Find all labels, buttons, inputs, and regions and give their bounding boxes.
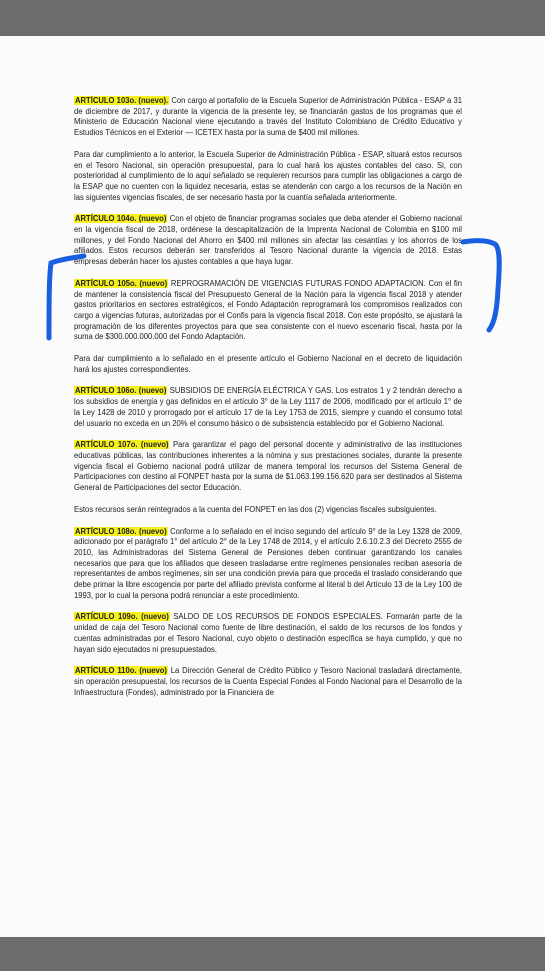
article-108: [74, 527, 462, 602]
article-text: Para dar cumplimiento a lo anterior, la Escuela Superior de Administración Pública - ESAP, situará estos recursos en el Tesoro Nacional, sin operación presupuestal, para lo cual hará los ajustes contables del caso. Si, con posterioridad al cumplimiento de lo aquí señalado se requieren recursos para cumplir las obligaciones a cargo de la ESAP que no cuenten con la liquidez necesaria, estas se atenderán con cargo a los recursos de la Nación en las siguientes vigencias fiscales, de ser necesario hasta por la cuantía señalada anteriormente.: [74, 149, 462, 202]
article-105: [74, 279, 462, 343]
article-text: REPROGRAMACIÓN DE VIGENCIAS FUTURAS FONDO ADAPTACION. Con el fin de mantener la consistencia fiscal del Presupuesto General de la Nación para la vigencia fiscal 2018 y atender gastos prioritarios en sectores estratégicos, el Fondo Adaptación reprogramará los compromisos realizados con cargo a vigencias futuras, autorizadas por el Confis para la vigencia fiscal 2018. Con este propósito, se ajustará la programación de los diferentes proyectos para que sea consistente con el nuevo escenario fiscal, hasta por la suma de $300.000.000.000 del Fondo Adaptación.: [74, 278, 463, 342]
pen-bracket-right-mark: [455, 234, 510, 339]
article-text: Estos recursos serán reintegrados a la cuenta del FONPET en las dos (2) vigencias fiscales subsiguientes.: [74, 504, 437, 514]
article-heading: ARTÍCULO 107o. (nuevo): [74, 440, 169, 450]
article-103: [74, 96, 462, 139]
viewer-bottom-bar: [0, 937, 545, 971]
article-heading: ARTÍCULO 103o. (nuevo).: [74, 96, 169, 105]
article-text: SUBSIDIOS DE ENERGÍA ELÉCTRICA Y GAS. Los estratos 1 y 2 tendrán derecho a los subsidios de energía y gas definidos en el artículo 3° de la Ley 1117 de 2006, modificado por el artículo 1° de la Ley 1428 de 2010 y prorrogado por el artículo 17 de la Ley 1753 de 2015, siempre y cuando el consumo total del usuario no exceda en un 20% el consumo básico o de subsistencia establecido por el Gobierno Nacional.: [74, 386, 462, 428]
article-text: Conforme a lo señalado en el inciso segundo del artículo 9° de la Ley 1328 de 2009, adicionado por el parágrafo 1° del artículo 2° de la Ley 1748 de 2014, y el artículo 2.6.10.2.3 del Decreto 2555 de 2010, las Administradoras del Sistema General de Pensiones deben continuar garantizando los canales necesarios que para que los afiliados que deseen trasladarse entre regímenes pensionales reciban asesoría de representantes de ambos regímenes, sin ser una condición previa para que proceda el traslado considerando que debe primar la libre escogencia por parte del afiliado prevista conforme al literal b del Artículo 13 de la Ley 100 de 1993, por lo cual la persona podrá renunciar a este procedimiento.: [74, 526, 462, 600]
document-body: [74, 96, 462, 709]
article-107: [74, 440, 462, 494]
article-heading: ARTÍCULO 110o. (nuevo): [74, 666, 167, 676]
viewer-top-bar: [0, 0, 545, 36]
document-page[interactable]: [0, 36, 545, 937]
article-text: Con cargo al portafolio de la Escuela Superior de Administración Pública - ESAP a 31 de diciembre de 2017, y durante la vigencia de la presente ley, se financiarán gastos de los programas que el Ministerio de Educación Nacional viene ejecutando a través del Instituto Colombiano de Crédito Educativo y Estudios Técnicos en el Exterior — ICETEX hasta por la suma de $400 mil millones.: [74, 96, 462, 138]
article-text: Con el objeto de financiar programas sociales que deba atender el Gobierno nacional en la vigencia fiscal de 2018, ordénese la descapitalización de la Imprenta Nacional de Colombia en $100 mil millones, y del Fondo Nacional del Ahorro en $400 mil millones sin afectar las cesantías y los ahorros de los afiliados. Estos recursos deberán ser transferidos al Tesoro Nacional durante la vigencia de 2018. Estas empresas deberán hacer los ajustes contables a que haya lugar.: [74, 214, 462, 267]
article-text: SALDO DE LOS RECURSOS DE FONDOS ESPECIALES. Formarán parte de la unidad de caja del Tesoro Nacional como fuente de libre destinación, el saldo de los recursos de los fondos y cuentas administradas por el Tesoro Nacional, cuyo objeto o destinación específica se haya cumplido, y que no hayan sido ejecutados ni presupuestados.: [74, 612, 462, 654]
article-107-paragraph-2: [74, 505, 462, 516]
article-104: [74, 214, 462, 268]
article-text: La Dirección General de Crédito Público y Tesoro Nacional trasladará directamente, sin operación presupuestal, los recursos de la Cuenta Especial Fondes al Fondo Nacional para el Desarrollo de la Infraestructura (Fondes), administrado por la Financiera de: [74, 666, 462, 697]
article-110: [74, 666, 462, 698]
article-103-paragraph-2: [74, 150, 462, 204]
article-heading: ARTÍCULO 105o. (nuevo): [74, 278, 168, 288]
article-106: [74, 386, 462, 429]
article-text: Para garantizar el pago del personal docente y administrativo de las instituciones educativas públicas, las contribuciones inherentes a la nómina y sus prestaciones sociales, durante la presente vigencia fiscal el Gobierno nacional podrá utilizar de manera temporal los recursos del Sistema General de Participaciones con destino al FONPET hasta por la suma de $1.063.199.156.620 para ser destinados al Sistema General de Participaciones del sector Educación.: [74, 440, 462, 493]
article-heading: ARTÍCULO 108o. (nuevo): [74, 526, 167, 536]
article-text: Para dar cumplimiento a lo señalado en el presente artículo el Gobierno Nacional en el decreto de liquidación hará los ajustes correspondientes.: [74, 354, 462, 374]
article-105-paragraph-2: [74, 354, 462, 375]
article-109: [74, 612, 462, 655]
article-heading: ARTÍCULO 109o. (nuevo): [74, 612, 169, 622]
article-heading: ARTÍCULO 104o. (nuevo): [74, 214, 167, 224]
article-heading: ARTÍCULO 106o. (nuevo): [74, 386, 167, 396]
